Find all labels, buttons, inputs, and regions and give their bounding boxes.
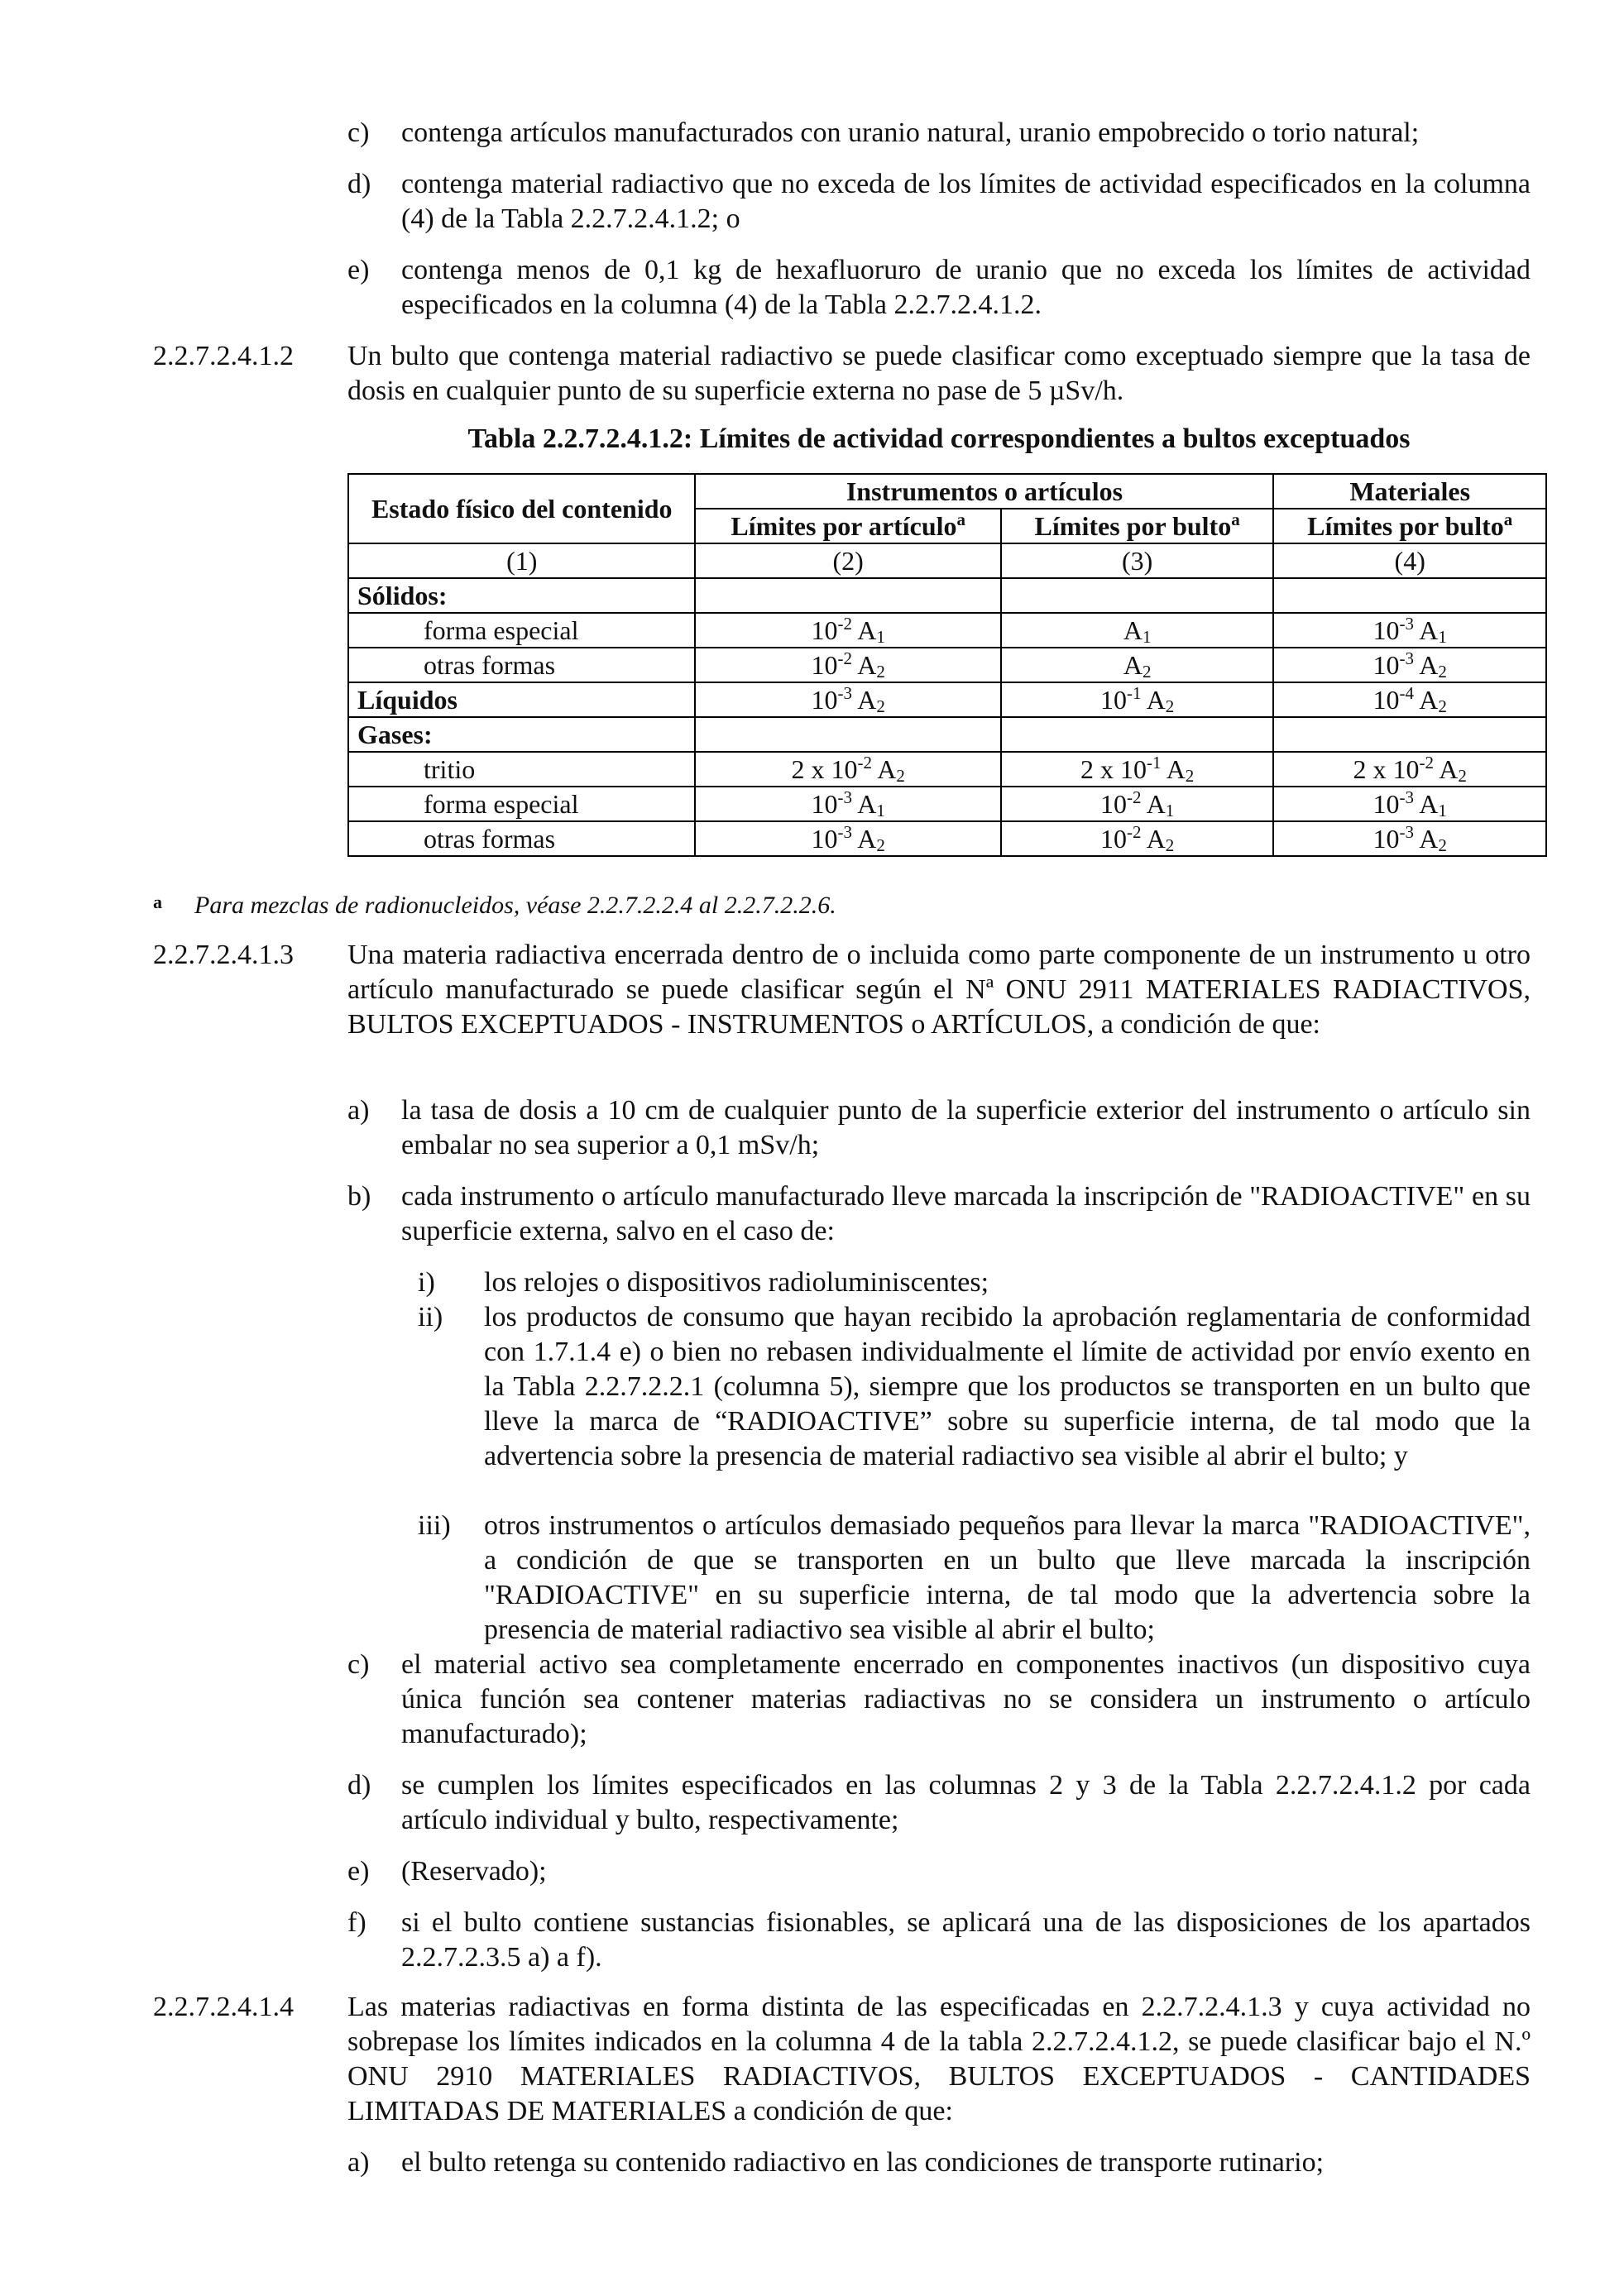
section-text: Un bulto que contenga material radiactivo se puede clasificar como exceptuado siempre que la tasa de dosis en cualquier punto de su superficie externa no pase de 5 µSv/h. <box>347 341 1531 406</box>
header-instrumentos: Instrumentos o artículos <box>695 474 1273 509</box>
sub-list-item: i) los relojes o dispositivos radioluminiscentes; <box>418 1267 989 1298</box>
header-articulo: Límites por artículo$^a$ <box>695 509 1000 543</box>
table-row: otras formas $10^{-2}$ $A_2$ $A_2$ $10^{-3}$ $A_2$ <box>348 648 1546 682</box>
table-header-row <box>348 474 1546 509</box>
header-bulto: Límites por bulto$^a$ <box>1001 509 1273 543</box>
table-row: tritio 2 x $10^{-2}$ $A_2$ 2 x $10^{-1}$ $A_2$ 2 x $10^{-2}$ $A_2$ <box>348 752 1546 787</box>
list-item: a) el bulto retenga su contenido radiactivo en las condiciones de transporte rutinario; <box>347 2147 1325 2178</box>
header-estado: Estado físico del contenido <box>348 474 695 543</box>
section-text: Una materia radiactiva encerrada dentro de o incluida como parte componente de un instrumento u otro artículo manufacturado se puede clasificar según el Nª ONU 2911 MATERIALES RADIACTIVOS, BULTOS EXCEPTUADOS - INSTRUMENTOS o ARTÍCULOS, a condición de que: <box>347 940 1531 1040</box>
footnote-mark: a <box>153 892 162 912</box>
list-item: a) la tasa de dosis a 10 cm de cualquier punto de la superficie exterior del instrumento o artículo sin embalar no sea superior a 0,1 mSv/h; <box>347 1095 1531 1160</box>
section-number: 2.2.7.2.4.1.4 <box>153 1992 294 2022</box>
limits-table <box>347 473 1547 857</box>
list-item: b) cada instrumento o artículo manufacturado lleve marcada la inscripción de "RADIOACTIVE" en su superficie externa, salvo en el caso de: <box>347 1181 1531 1246</box>
header-mat-bulto: Límites por bulto$^a$ <box>1273 509 1546 543</box>
table-row: Sólidos: <box>348 578 1546 613</box>
item-text: contenga material radiactivo que no exceda de los límites de actividad especificados en la columna (4) de la Tabla 2.2.7.2.4.1.2; o <box>401 169 1531 234</box>
item-text: contenga artículos manufacturados con uranio natural, uranio empobrecido o torio natural; <box>401 117 1420 148</box>
list-item: d) se cumplen los límites especificados en las columnas 2 y 3 de la Tabla 2.2.7.2.4.1.2 por cada artículo individual y bulto, respectivamente; <box>347 1770 1531 1835</box>
list-item: e) (Reservado); <box>347 1856 547 1887</box>
list-item: c) el material activo sea completamente encerrado en componentes inactivos (un dispositivo cuya única función sea contener materias radiactivas no se considera un instrumento o artículo manufacturado); <box>347 1649 1531 1749</box>
list-item: f) si el bulto contiene sustancias fisionables, se aplicará una de las disposiciones de los apartados 2.2.7.2.3.5 a) a f). <box>347 1907 1531 1973</box>
section-paragraph <box>153 938 1531 1042</box>
section-paragraph <box>153 339 1531 409</box>
table-row: Líquidos $10^{-3}$ $A_2$ $10^{-1}$ $A_2$ $10^{-4}$ $A_2$ <box>348 682 1546 717</box>
table-row: Gases: <box>348 717 1546 752</box>
list-item <box>347 253 1531 323</box>
sub-list-item: iii) otros instrumentos o artículos demasiado pequeños para llevar la marca "RADIOACTIVE", a condición de que se transporten en un bulto que lleve marcada la inscripción "RADIOACTIVE" en su superficie interna, de tal modo que la advertencia sobre la presencia de material radiactivo sea visible al abrir el bulto; <box>418 1510 1531 1645</box>
table-row: otras formas $10^{-3}$ $A_2$ $10^{-2}$ $A_2$ $10^{-3}$ $A_2$ <box>348 821 1546 856</box>
table-caption: Tabla 2.2.7.2.4.1.2: Límites de actividad correspondientes a bultos exceptuados <box>467 423 1411 454</box>
table-row: (1) (2) (3) (4) <box>348 543 1546 578</box>
item-label: e) <box>347 255 370 285</box>
section-number: 2.2.7.2.4.1.3 <box>153 940 294 970</box>
list-item <box>347 167 1531 237</box>
section-number: 2.2.7.2.4.1.2 <box>153 341 294 371</box>
section-paragraph <box>153 1990 1531 2129</box>
list-item <box>347 116 1531 151</box>
header-materiales: Materiales <box>1273 474 1546 509</box>
table-row: forma especial $10^{-3}$ $A_1$ $10^{-2}$ $A_1$ $10^{-3}$ $A_1$ <box>348 787 1546 821</box>
section-text: Las materias radiactivas en forma distinta de las especificadas en 2.2.7.2.4.1.3 y cuya actividad no sobrepase los límites indicados en la columna 4 de la tabla 2.2.7.2.4.1.2, se puede clasificar bajo el N.º ONU 2910 MATERIALES RADIACTIVOS, BULTOS EXCEPTUADOS - CANTIDADES LIMITADAS DE MATERIALES a condición de que: <box>347 1992 1531 2126</box>
item-label: c) <box>347 117 370 148</box>
item-label: d) <box>347 169 371 199</box>
item-text: contenga menos de 0,1 kg de hexafluoruro de uranio que no exceda los límites de actividad especificados en la columna (4) de la Tabla 2.2.7.2.4.1.2. <box>401 255 1531 320</box>
sub-list-item: ii) los productos de consumo que hayan recibido la aprobación reglamentaria de conformidad con 1.7.1.4 e) o bien no rebasen individualmente el límite de actividad por envío exento en la Tabla 2.2.7.2.2.1 (columna 5), siempre que los productos se transporten en un bulto que lleve la marca de “RADIOACTIVE” sobre su superficie interna, de tal modo que la advertencia sobre la presencia de material radiactivo sea visible al abrir el bulto; y <box>418 1302 1531 1471</box>
table-footnote <box>153 888 1531 923</box>
footnote-text: Para mezclas de radionucleidos, véase 2.2.7.2.2.4 al 2.2.7.2.2.6. <box>194 892 836 919</box>
table-row: forma especial $10^{-2}$ $A_1$ $A_1$ $10^{-3}$ $A_1$ <box>348 613 1546 648</box>
